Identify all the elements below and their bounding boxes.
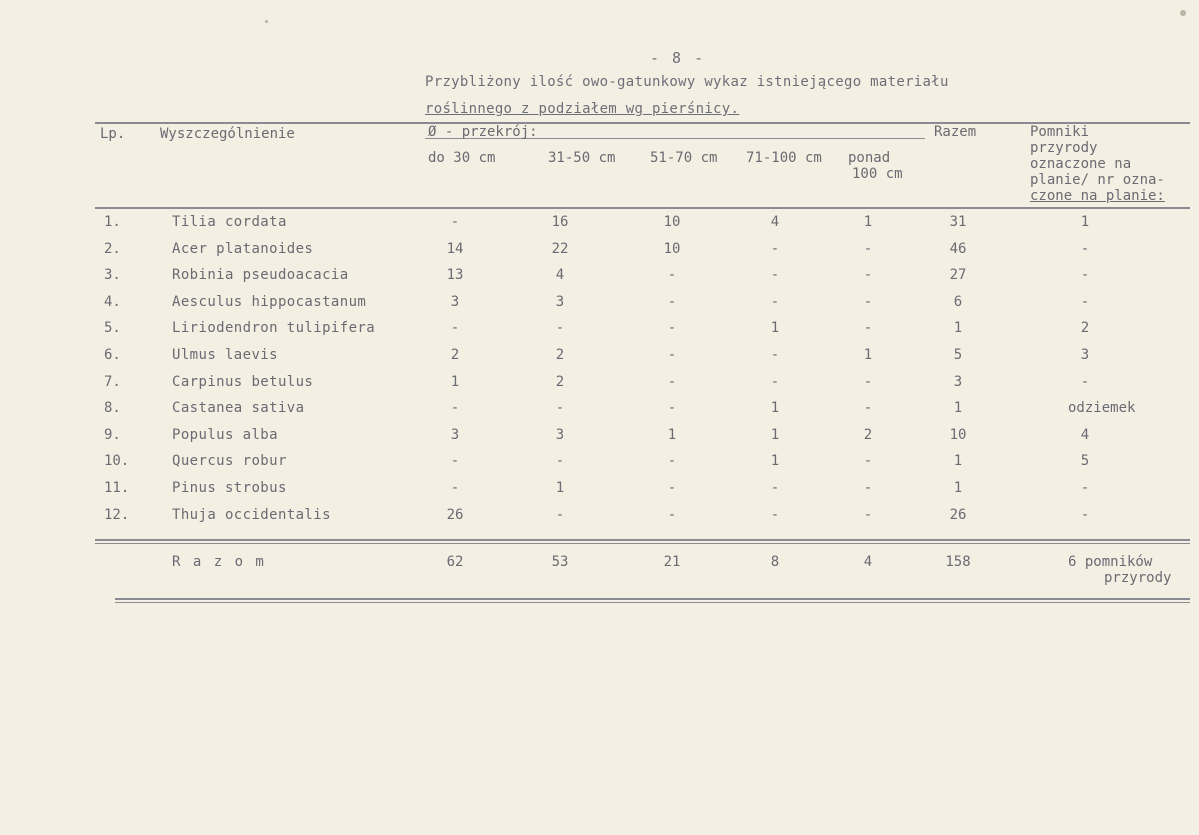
summary-top-rule-2 <box>95 543 1190 544</box>
cell-monument: - <box>1080 240 1090 257</box>
cell-monument: - <box>1080 480 1090 496</box>
cell-d3: - <box>667 293 677 310</box>
cell-total: 27 <box>949 267 967 284</box>
cell-total: 5 <box>953 347 963 363</box>
cell-species: Thuja occidentalis <box>172 506 331 523</box>
summary-total: 158 <box>945 554 971 570</box>
cell-lp: 4. <box>104 293 121 310</box>
cell-lp: 5. <box>104 320 121 337</box>
cell-d1: - <box>450 453 460 470</box>
cell-d1: 2 <box>450 347 460 363</box>
cell-d4: - <box>770 293 780 310</box>
cell-total: 1 <box>953 320 963 337</box>
cell-d3: 10 <box>663 240 681 257</box>
cell-d5: 2 <box>863 426 873 443</box>
cell-lp: 7. <box>104 373 121 390</box>
cell-d5: - <box>863 506 873 523</box>
cell-d1: 1 <box>450 373 460 390</box>
cell-d4: - <box>770 506 780 523</box>
summary-d2: 53 <box>551 554 569 570</box>
table-bottom-rule-2 <box>115 602 1190 603</box>
cell-d5: - <box>863 373 873 390</box>
header-monuments-1: Pomniki <box>1030 124 1090 140</box>
cell-d4: 1 <box>770 320 780 337</box>
cell-d1: 26 <box>446 506 464 523</box>
cell-d2: 3 <box>555 426 565 443</box>
cell-lp: 12. <box>104 506 130 523</box>
header-monuments-3: oznaczone na <box>1030 156 1132 172</box>
cell-d4: 1 <box>770 453 780 470</box>
header-d5-line1: ponad <box>848 150 891 166</box>
cell-d2: - <box>555 400 565 417</box>
cell-d5: 1 <box>863 214 873 230</box>
header-lp: Lp. <box>100 126 126 142</box>
cell-monument: - <box>1080 267 1090 284</box>
summary-top-rule <box>95 539 1190 541</box>
header-monuments-5: czone na planie: <box>1030 188 1165 204</box>
cell-d3: - <box>667 480 677 496</box>
summary-d1: 62 <box>446 554 464 570</box>
cell-species: Carpinus betulus <box>172 373 314 390</box>
cell-d4: - <box>770 240 780 257</box>
cell-lp: 3. <box>104 267 121 284</box>
cell-d4: 4 <box>770 214 780 230</box>
header-d4: 71-100 cm <box>746 150 822 166</box>
summary-d3: 21 <box>663 554 681 570</box>
header-d5-line2: 100 cm <box>852 166 903 182</box>
cell-d4: - <box>770 480 780 496</box>
cell-d2: 3 <box>555 293 565 310</box>
cell-lp: 6. <box>104 347 121 363</box>
cell-d1: - <box>450 480 460 496</box>
cell-species: Populus alba <box>172 426 278 443</box>
cell-total: 1 <box>953 480 963 496</box>
cell-species: Aesculus hippocastanum <box>172 293 367 310</box>
cell-d3: - <box>667 400 677 417</box>
table-bottom-rule <box>115 598 1190 600</box>
cell-d3: 1 <box>667 426 677 443</box>
cell-lp: 1. <box>104 214 121 230</box>
table-top-rule <box>95 122 1190 124</box>
cell-monument: - <box>1080 373 1090 390</box>
cell-total: 6 <box>953 293 963 310</box>
cell-d1: 13 <box>446 267 464 284</box>
cell-d1: - <box>450 320 460 337</box>
cell-d1: 14 <box>446 240 464 257</box>
cell-species: Liriodendron tulipifera <box>172 320 376 337</box>
cell-d2: - <box>555 506 565 523</box>
cell-d5: - <box>863 320 873 337</box>
summary-d5: 4 <box>863 554 873 570</box>
cell-d4: 1 <box>770 426 780 443</box>
cell-d5: - <box>863 267 873 284</box>
header-total: Razem <box>934 124 977 140</box>
cell-d2: 22 <box>551 240 569 257</box>
summary-d4: 8 <box>770 554 780 570</box>
cell-d1: 3 <box>450 293 460 310</box>
cell-d2: - <box>555 320 565 337</box>
cell-species: Ulmus laevis <box>172 347 278 363</box>
cell-total: 1 <box>953 453 963 470</box>
cell-monument: 4 <box>1080 426 1090 443</box>
cell-d5: - <box>863 400 873 417</box>
cell-d3: - <box>667 506 677 523</box>
cell-lp: 8. <box>104 400 121 417</box>
cell-species: Quercus robur <box>172 453 287 470</box>
cell-total: 46 <box>949 240 967 257</box>
paper-mark <box>265 20 268 23</box>
cell-d2: 1 <box>555 480 565 496</box>
header-name: Wyszczególnienie <box>160 126 295 142</box>
cell-d1: 3 <box>450 426 460 443</box>
cell-total: 1 <box>953 400 963 417</box>
cell-total: 31 <box>949 214 967 230</box>
cell-lp: 10. <box>104 453 130 470</box>
header-monuments-2: przyrody <box>1030 140 1098 156</box>
cell-monument: - <box>1080 506 1090 523</box>
cell-lp: 9. <box>104 426 121 443</box>
cell-monument: 1 <box>1080 214 1090 230</box>
cell-d3: - <box>667 373 677 390</box>
cell-d2: 2 <box>555 347 565 363</box>
cell-d1: - <box>450 214 460 230</box>
cell-d3: 10 <box>663 214 681 230</box>
header-bottom-rule <box>95 207 1190 209</box>
header-monuments-4: planie/ nr ozna- <box>1030 172 1165 188</box>
cell-monument: - <box>1080 293 1090 310</box>
cell-lp: 2. <box>104 240 121 257</box>
cell-species: Robinia pseudoacacia <box>172 267 349 284</box>
cell-d2: 4 <box>555 267 565 284</box>
summary-label: R a z o m <box>172 554 266 570</box>
header-d2: 31-50 cm <box>548 150 616 166</box>
summary-monuments-line1: 6 pomników <box>1068 554 1153 570</box>
cell-d3: - <box>667 347 677 363</box>
cell-d3: - <box>667 320 677 337</box>
cell-d5: 1 <box>863 347 873 363</box>
header-d3: 51-70 cm <box>650 150 718 166</box>
cell-monument: 3 <box>1080 347 1090 363</box>
cell-monument: odziemek <box>1068 400 1136 417</box>
cell-d4: - <box>770 373 780 390</box>
paper-mark <box>1180 10 1186 16</box>
header-d1: do 30 cm <box>428 150 496 166</box>
cell-d1: - <box>450 400 460 417</box>
cell-d5: - <box>863 480 873 496</box>
cell-total: 26 <box>949 506 967 523</box>
page-number: - 8 - <box>650 49 706 67</box>
header-diameter: Ø - przekrój: <box>428 124 538 140</box>
cell-d4: 1 <box>770 400 780 417</box>
cell-total: 10 <box>949 426 967 443</box>
cell-lp: 11. <box>104 480 130 496</box>
cell-d5: - <box>863 240 873 257</box>
table-title-line-2: roślinnego z podziałem wg pierśnicy. <box>425 101 740 117</box>
summary-monuments-line2: przyrody <box>1104 570 1172 586</box>
cell-monument: 5 <box>1080 453 1090 470</box>
cell-d2: 2 <box>555 373 565 390</box>
cell-d2: - <box>555 453 565 470</box>
cell-d5: - <box>863 293 873 310</box>
cell-species: Castanea sativa <box>172 400 305 417</box>
cell-d3: - <box>667 453 677 470</box>
table-title-line-1: Przybliżony ilość owo-gatunkowy wykaz istniejącego materiału <box>425 74 949 90</box>
cell-d4: - <box>770 267 780 284</box>
cell-total: 3 <box>953 373 963 390</box>
cell-d2: 16 <box>551 214 569 230</box>
cell-monument: 2 <box>1080 320 1090 337</box>
cell-d5: - <box>863 453 873 470</box>
cell-species: Pinus strobus <box>172 480 287 496</box>
cell-species: Tilia cordata <box>172 214 287 230</box>
cell-species: Acer platanoides <box>172 240 314 257</box>
cell-d4: - <box>770 347 780 363</box>
cell-d3: - <box>667 267 677 284</box>
